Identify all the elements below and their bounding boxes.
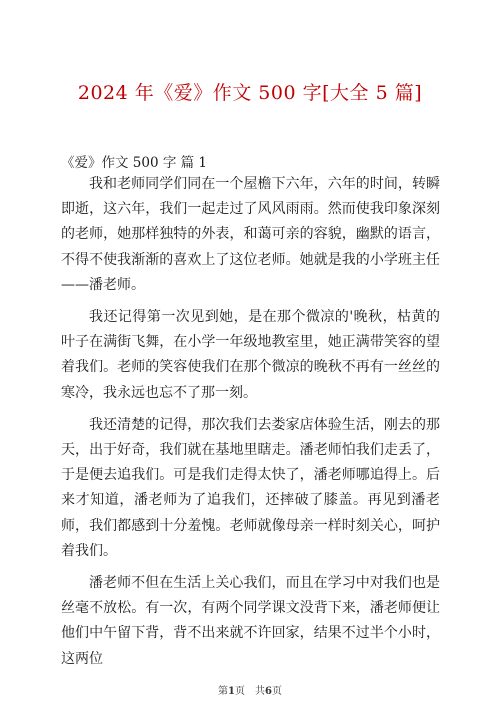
paragraph: 我还清楚的记得，那次我们去娄家店体验生活，刚去的那天，出于好奇，我们就在基地里瞎走。潘老师怕我们走丢了，于是便去追我们。可是我们走得太快了，潘老师哪追得上。后来才知道，潘老师为了追我们，还摔破了膝盖。再见到潘老师，我们都感到十分羞愧。老师就像母亲一样时刻关心，呵护着我们。 bbox=[61, 416, 440, 559]
footer-suffix: 页 bbox=[271, 686, 282, 697]
page-footer bbox=[0, 682, 500, 697]
paragraph: 我还记得第一次见到她，是在那个微凉的'晚秋，枯黄的叶子在满街飞舞，在小学一年级地教室里，她正满带笑容的望着我们。老师的笑容使我们在那个微凉的晚秋不再有一丝丝的寒冷，我永远也忘不了那一刻。 bbox=[61, 309, 440, 401]
footer-middle: 页 共 bbox=[235, 686, 265, 697]
paragraph: 我和老师同学们同在一个屋檐下六年，六年的时间，转瞬即逝，这六年，我们一起走过了风风雨雨。然而使我印象深刻的老师，她那样独特的外表，和蔼可亲的容貌，幽默的语言，不得不使我渐渐的喜欢上了这位老师。她就是我的小学班主任——潘老师。 bbox=[61, 176, 440, 293]
essay-body bbox=[61, 172, 440, 679]
total-page-count: 6 bbox=[265, 686, 272, 697]
section-heading: 《爱》作文 500 字 篇 1 bbox=[61, 155, 208, 171]
paragraph: 潘老师不但在生活上关心我们，而且在学习中对我们也是丝毫不放松。有一次，有两个同学课文没背下来，潘老师便让他们中午留下背，背不出来就不许回家，结果不过半个小时，这两位 bbox=[61, 575, 440, 667]
footer-prefix: 第 bbox=[218, 686, 229, 697]
document-title: 2024 年《爱》作文 500 字[大全 5 篇] bbox=[77, 82, 423, 104]
current-page-number: 1 bbox=[228, 686, 235, 697]
